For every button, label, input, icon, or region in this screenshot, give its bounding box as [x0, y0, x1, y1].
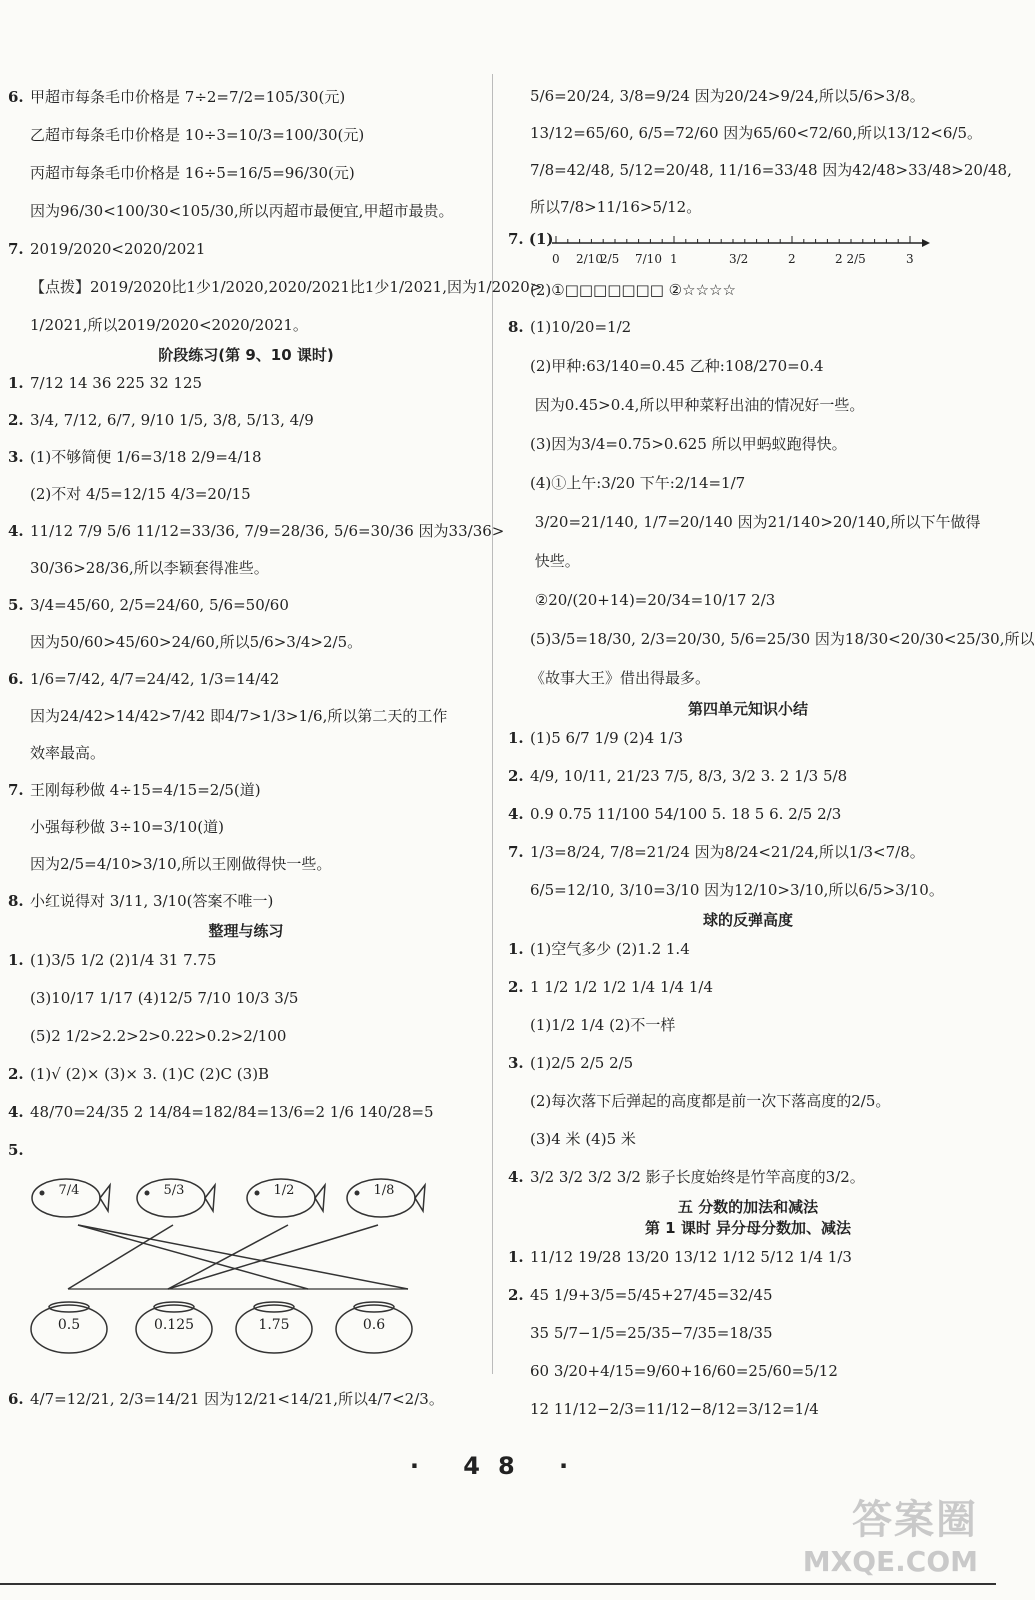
right-answers-ball-bounce — [508, 930, 988, 1196]
question-number: 1. — [8, 374, 24, 392]
question-number: 2. — [8, 1065, 24, 1083]
fishbowl-value: 1.75 — [258, 1317, 290, 1333]
answer-text: 0.9 0.75 11/100 54/100 5. 18 5 6. 2/5 2/3 — [530, 805, 842, 823]
number-line-prefix: 7. (1) — [508, 230, 554, 248]
answer-text: (1)2/5 2/5 2/5 — [530, 1054, 634, 1072]
question-number: 7. — [8, 781, 24, 799]
answer-line — [508, 152, 1012, 189]
answer-line — [508, 620, 1035, 659]
left-answers-stage-practice — [8, 365, 505, 920]
answer-line — [8, 1093, 484, 1131]
answer-line — [8, 192, 484, 230]
section-title-ball-bounce: 球的反弹高度 — [702, 911, 793, 929]
answer-text: 小红说得对 3/11, 3/10(答案不唯一) — [30, 892, 274, 910]
number-line-label: 1 — [670, 252, 678, 266]
answer-line — [508, 425, 988, 464]
section-title-stage-practice: 阶段练习(第 9、10 课时) — [158, 346, 334, 364]
question-number: 5. — [8, 1141, 24, 1159]
question-number: 8. — [508, 318, 524, 336]
question-number: 2. — [508, 767, 524, 785]
answer-text: 小强每秒做 3÷10=3/10(道) — [30, 818, 224, 836]
answer-line — [8, 587, 484, 624]
question-number: 4. — [508, 805, 524, 823]
answer-text: 1 1/2 1/2 1/2 1/4 1/4 1/4 — [530, 978, 713, 996]
answer-line — [508, 1276, 988, 1314]
answer-text: (1)10/20=1/2 — [530, 318, 632, 336]
answer-text: (1)5 6/7 1/9 (2)4 1/3 — [530, 729, 684, 747]
answer-line — [8, 1131, 484, 1169]
answer-text: 30/36>28/36,所以李颖套得准些。 — [30, 559, 269, 577]
answer-text: 11/12 19/28 13/20 13/12 1/12 5/12 1/4 1/3 — [530, 1248, 852, 1266]
fish-icon — [343, 1175, 427, 1221]
answer-line — [8, 883, 484, 920]
fish-fraction: 1/8 — [373, 1183, 395, 1198]
answer-text: 45 1/9+3/5=5/45+27/45=32/45 — [530, 1286, 773, 1304]
answer-text: 60 3/20+4/15=9/60+16/60=25/60=5/12 — [530, 1362, 838, 1380]
answer-line — [508, 930, 988, 968]
answer-text: 13/12=65/60, 6/5=72/60 因为65/60<72/60,所以13/12<6/5。 — [530, 124, 982, 142]
answer-line — [8, 846, 484, 883]
question-number: 3. — [8, 448, 24, 466]
answer-line — [508, 115, 988, 152]
answer-text: 因为2/5=4/10>3/10,所以王刚做得快一些。 — [30, 855, 332, 873]
answer-text: 3/20=21/140, 1/7=20/140 因为21/140>20/140,所以下午做得 — [530, 513, 981, 531]
answer-text: 【点拨】2019/2020比1少1/2020,2020/2021比1少1/2021,因为1/2020> — [30, 278, 543, 296]
answer-line — [508, 386, 988, 425]
watermark-logo — [768, 1488, 978, 1588]
answer-line — [8, 268, 543, 306]
answer-line — [508, 78, 988, 115]
fishbowl-card — [333, 1295, 415, 1349]
question-number: 7. — [8, 240, 24, 258]
right-answers-q7-q8 — [508, 272, 1035, 698]
answer-line — [8, 230, 484, 268]
left-answers-last — [8, 1379, 484, 1419]
answer-line — [8, 439, 484, 476]
question-number: 4. — [508, 1168, 524, 1186]
answer-line — [8, 365, 484, 402]
fishbowl-card — [133, 1295, 215, 1349]
section-subtitle-lesson1: 第 1 课时 异分母分数加、减法 — [644, 1219, 852, 1237]
answer-line — [508, 871, 988, 909]
question-number: 6. — [8, 1390, 24, 1408]
answer-line — [508, 1352, 988, 1390]
answer-text: (2)每次落下后弹起的高度都是前一次下落高度的2/5。 — [530, 1092, 891, 1110]
answer-text: 6/5=12/10, 3/10=3/10 因为12/10>3/10,所以6/5>3/10。 — [530, 881, 944, 899]
answer-text: (1)不够简便 1/6=3/18 2/9=4/18 — [30, 448, 262, 466]
number-line-label: 2/5 — [600, 252, 620, 266]
answer-line — [8, 154, 484, 192]
fishbowl-card — [233, 1295, 315, 1349]
question-number: 4. — [8, 522, 24, 540]
answer-text: (1)1/2 1/4 (2)不一样 — [530, 1016, 676, 1034]
question-number: 4. — [8, 1103, 24, 1121]
answer-text: 1/2021,所以2019/2020<2020/2021。 — [30, 316, 308, 334]
answer-line — [508, 308, 988, 347]
fish-card — [28, 1175, 112, 1221]
answer-text: (3)10/17 1/17 (4)12/5 7/10 10/3 3/5 — [30, 989, 299, 1007]
fish-fraction: 1/2 — [273, 1183, 295, 1198]
answer-text: 所以7/8>11/16>5/12。 — [530, 198, 702, 216]
answer-text: 12 11/12−2/3=11/12−8/12=3/12=1/4 — [530, 1400, 819, 1418]
answer-text: (4)①上午:3/20 下午:2/14=1/7 — [530, 474, 746, 492]
fishbowl-value: 0.125 — [153, 1317, 195, 1333]
right-column — [508, 78, 1035, 1428]
number-line-figure — [508, 226, 988, 272]
answer-line — [8, 1055, 484, 1093]
answer-line — [508, 189, 988, 226]
watermark-en: MXQE.COM — [802, 1545, 978, 1578]
answer-text: 5/6=20/24, 3/8=9/24 因为20/24>9/24,所以5/6>3/8。 — [530, 87, 925, 105]
answer-line — [508, 833, 988, 871]
answer-line — [508, 757, 988, 795]
number-line-label: 2/10 — [576, 252, 603, 266]
answer-line — [8, 1379, 484, 1419]
answer-line — [8, 809, 484, 846]
answer-text: 因为24/42>14/42>7/42 即4/7>1/3>1/6,所以第二天的工作 — [30, 707, 448, 725]
answer-line — [8, 402, 484, 439]
answer-line — [8, 513, 505, 550]
column-divider — [492, 74, 493, 1374]
answer-line — [8, 1017, 484, 1055]
answer-text: 3/4=45/60, 2/5=24/60, 5/6=50/60 — [30, 596, 289, 614]
fish-icon — [243, 1175, 327, 1221]
answer-text: 2019/2020<2020/2021 — [30, 240, 206, 258]
answer-line — [508, 795, 988, 833]
answer-line — [508, 659, 988, 698]
answer-line — [8, 661, 484, 698]
answer-line — [8, 735, 484, 772]
watermark-cn: 答案圈 — [852, 1497, 978, 1543]
answer-text: (1)√ (2)× (3)× 3. (1)C (2)C (3)B — [30, 1065, 270, 1083]
answer-text: (5)3/5=18/30, 2/3=20/30, 5/6=25/30 因为18/30<20/30<25/30,所以 — [530, 630, 1035, 648]
fish-card — [133, 1175, 217, 1221]
answer-line — [8, 476, 484, 513]
fishbowl-card — [28, 1295, 110, 1349]
answer-text: 1/3=8/24, 7/8=21/24 因为8/24<21/24,所以1/3<7/8。 — [530, 843, 925, 861]
answer-text: 4/7=12/21, 2/3=14/21 因为12/21<14/21,所以4/7<2/3。 — [30, 1390, 444, 1408]
question-number: 1. — [508, 1248, 524, 1266]
answer-line — [8, 306, 484, 344]
answer-line — [508, 1314, 988, 1352]
question-number: 1. — [508, 940, 524, 958]
fishbowl-value: 0.5 — [57, 1317, 81, 1333]
left-column — [8, 78, 543, 1419]
fish-card — [243, 1175, 327, 1221]
fish-card — [343, 1175, 427, 1221]
question-number: 6. — [8, 670, 24, 688]
answer-line — [508, 1158, 988, 1196]
answer-text: 48/70=24/35 2 14/84=182/84=13/6=2 1/6 140/28=5 — [30, 1103, 434, 1121]
answer-text: 效率最高。 — [30, 744, 106, 762]
answer-text: (2)甲种:63/140=0.45 乙种:108/270=0.4 — [530, 357, 824, 375]
answer-line — [8, 624, 484, 661]
answer-line — [8, 116, 484, 154]
answer-line — [508, 1082, 988, 1120]
answer-line — [508, 503, 988, 542]
number-line-label: 3 — [906, 252, 914, 266]
answer-line — [508, 347, 988, 386]
answer-line — [8, 78, 484, 116]
section-title-review: 整理与练习 — [208, 922, 284, 940]
number-line-label: 2 2/5 — [835, 252, 866, 266]
answer-text: 《故事大王》借出得最多。 — [530, 669, 711, 687]
answer-text: 11/12 7/9 5/6 11/12=33/36, 7/9=28/36, 5/6=30/36 因为33/36> — [30, 522, 505, 540]
question-number: 2. — [508, 1286, 524, 1304]
fish-fraction: 5/3 — [163, 1183, 185, 1198]
answer-text: 3/2 3/2 3/2 3/2 影子长度始终是竹竿高度的3/2。 — [530, 1168, 865, 1186]
answer-text: 1/6=7/42, 4/7=24/42, 1/3=14/42 — [30, 670, 280, 688]
answer-text: (2)不对 4/5=12/15 4/3=20/15 — [30, 485, 251, 503]
answer-text: 7/12 14 36 225 32 125 — [30, 374, 203, 392]
fish-icon — [133, 1175, 217, 1221]
answer-text: 35 5/7−1/5=25/35−7/35=18/35 — [530, 1324, 773, 1342]
answer-line — [508, 968, 988, 1006]
answer-line — [8, 979, 484, 1017]
answer-text: 3/4, 7/12, 6/7, 9/10 1/5, 3/8, 5/13, 4/9 — [30, 411, 314, 429]
question-number: 1. — [508, 729, 524, 747]
answer-text: 快些。 — [530, 552, 580, 570]
answer-line — [508, 464, 988, 503]
number-line-label: 7/10 — [635, 252, 662, 266]
answer-text: (5)2 1/2>2.2>2>0.22>0.2>2/100 — [30, 1027, 287, 1045]
right-answers-unit4 — [508, 719, 988, 909]
page-number: · 48 · — [409, 1452, 587, 1480]
number-line-label: 2 — [788, 252, 796, 266]
question-number: 2. — [508, 978, 524, 996]
answer-line — [508, 1006, 988, 1044]
answer-text: 甲超市每条毛巾价格是 7÷2=7/2=105/30(元) — [30, 88, 346, 106]
number-line-label: 3/2 — [729, 252, 749, 266]
fish-matching-figure — [8, 1169, 484, 1379]
answer-line — [508, 1390, 988, 1428]
footer-rule — [0, 1583, 996, 1585]
answer-line — [8, 772, 484, 809]
section-title-unit4-summary: 第四单元知识小结 — [687, 700, 808, 718]
answer-text: 王刚每秒做 4÷15=4/15=2/5(道) — [30, 781, 261, 799]
fish-fraction: 7/4 — [58, 1183, 80, 1198]
question-number: 3. — [508, 1054, 524, 1072]
answer-line — [508, 1238, 988, 1276]
section-title-chapter5: 五 分数的加法和减法 — [677, 1198, 819, 1216]
answer-text: 因为50/60>45/60>24/60,所以5/6>3/4>2/5。 — [30, 633, 363, 651]
answer-text: (1)3/5 1/2 (2)1/4 31 7.75 — [30, 951, 217, 969]
answer-line — [8, 941, 484, 979]
answer-line — [508, 581, 988, 620]
answer-text: ②20/(20+14)=20/34=10/17 2/3 — [530, 591, 776, 609]
answer-text: 乙超市每条毛巾价格是 10÷3=10/3=100/30(元) — [30, 126, 365, 144]
number-line-label: 0 — [552, 252, 560, 266]
answer-text: 4/9, 10/11, 21/23 7/5, 8/3, 3/2 3. 2 1/3 5/8 — [530, 767, 848, 785]
fish-icon — [28, 1175, 112, 1221]
question-number: 2. — [8, 411, 24, 429]
question-number: 6. — [8, 88, 24, 106]
answer-text: 7/8=42/48, 5/12=20/48, 11/16=33/48 因为42/48>33/48>20/48, — [530, 161, 1012, 179]
answer-text: 丙超市每条毛巾价格是 16÷5=16/5=96/30(元) — [30, 164, 355, 182]
answer-line — [508, 719, 988, 757]
question-number: 7. — [508, 843, 524, 861]
answer-text: (1)空气多少 (2)1.2 1.4 — [530, 940, 690, 958]
right-answers-lesson1 — [508, 1238, 988, 1428]
left-answers-review — [8, 941, 484, 1169]
answer-text: 因为96/30<100/30<105/30,所以丙超市最便宜,甲超市最贵。 — [30, 202, 454, 220]
question-number: 1. — [8, 951, 24, 969]
answer-line — [508, 542, 988, 581]
answer-text: (3)因为3/4=0.75>0.625 所以甲蚂蚁跑得快。 — [530, 435, 847, 453]
right-answers-top — [508, 78, 1012, 226]
answer-line — [508, 272, 988, 308]
answer-text: (2)①□□□□□□□ ②☆☆☆☆ — [530, 281, 736, 299]
fishbowl-value: 0.6 — [362, 1317, 386, 1333]
answer-line — [508, 1120, 988, 1158]
answer-line — [508, 1044, 988, 1082]
question-number: 8. — [8, 892, 24, 910]
answer-line — [8, 550, 484, 587]
answer-text: (3)4 米 (4)5 米 — [530, 1130, 636, 1148]
question-number: 5. — [8, 596, 24, 614]
answer-line — [8, 698, 484, 735]
answer-text: 因为0.45>0.4,所以甲种菜籽出油的情况好一些。 — [530, 396, 865, 414]
